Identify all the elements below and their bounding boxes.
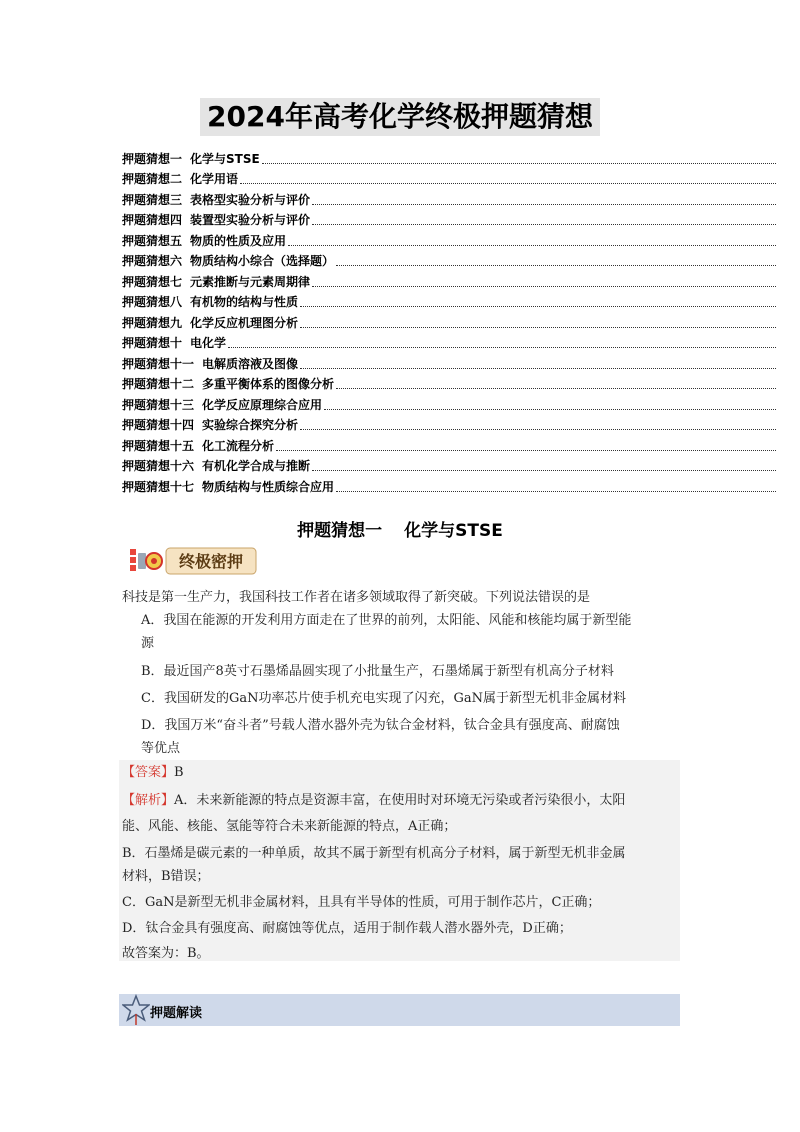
option-d-continuation [141,738,681,759]
toc-item[interactable] [122,187,776,208]
toc-item-number: 押题猜想十七 [122,479,195,494]
final-predict-badge [128,545,258,577]
analysis-line: D．钛合金具有强度高、耐腐蚀等优点，适用于制作载人潜水器外壳，D正确； [122,921,572,936]
toc-item-number: 押题猜想九 [122,315,183,330]
toc-item-number: 押题猜想十六 [122,459,195,473]
toc-item-topic: 化学用语 [190,172,239,186]
option-line: D．我国万米“奋斗者”号载人潜水器外壳为钛合金材料，钛合金具有强度高、耐腐蚀 [141,718,620,733]
interpretation-bar [119,994,680,1026]
toc-item[interactable] [122,269,776,290]
badge-flask-icon [130,549,162,571]
toc-item[interactable] [122,351,776,372]
toc-item-topic: 化学与STSE [190,151,260,166]
toc-item-topic: 物质结构与性质综合应用 [202,479,335,494]
toc-item-topic: 化学反应机理图分析 [190,315,299,330]
analysis-line: 材料，B错误； [122,869,210,884]
toc-item[interactable] [122,249,776,270]
toc-leader-dots [336,264,776,266]
star-icon [122,994,150,1026]
toc-item-topic: 多重平衡体系的图像分析 [202,377,335,391]
toc-item-number: 押题猜想十四 [122,418,195,432]
toc-item-number: 押题猜想十一 [122,356,195,371]
toc-item-topic: 物质的性质及应用 [190,233,287,248]
toc-item-number: 押题猜想一 [122,151,183,166]
option-line: 源 [141,636,155,651]
toc-item[interactable] [122,433,776,454]
toc-item-number: 押题猜想十三 [122,397,195,412]
toc-leader-dots [300,367,776,369]
option-line: B．最近国产8英寸石墨烯晶圆实现了小批量生产，石墨烯属于新型有机高分子材料 [141,664,614,679]
toc-item-number: 押题猜想十二 [122,377,195,391]
option-line: 等优点 [141,741,181,756]
toc-leader-dots [228,346,776,348]
toc-item-topic: 有机化学合成与推断 [202,459,311,473]
analysis-line [122,790,678,811]
toc-item-number: 押题猜想五 [122,233,183,248]
toc-item-topic: 有机物的结构与性质 [190,295,299,309]
toc-leader-dots [288,244,776,246]
section-topic: 化学与STSE [404,521,503,541]
toc-item-number: 押题猜想二 [122,172,183,186]
toc-item-number: 押题猜想十五 [122,438,195,453]
analysis-line: 能、风能、核能、氢能等符合未来新能源的特点，A正确； [122,819,457,834]
toc-item-topic: 化工流程分析 [202,438,275,453]
toc-item[interactable] [122,146,776,167]
table-of-contents [122,146,776,495]
toc-item-topic: 物质结构小综合（选择题） [190,254,335,268]
analysis-text: A．未来新能源的特点是资源丰富，在使用时对环境无污染或者污染很小，太阳 [174,793,626,808]
interpretation-label: 押题解读 [150,1006,203,1021]
toc-item[interactable] [122,413,776,434]
toc-item-number: 押题猜想七 [122,274,183,289]
toc-item-number: 押题猜想八 [122,295,183,309]
toc-item[interactable] [122,474,776,495]
toc-item[interactable] [122,310,776,331]
option-line: A．我国在能源的开发利用方面走在了世界的前列，太阳能、风能和核能均属于新型能 [141,613,632,628]
toc-item[interactable] [122,372,776,393]
toc-item-number: 押题猜想三 [122,192,183,207]
toc-item-number: 押题猜想十 [122,336,183,350]
toc-item-topic: 装置型实验分析与评价 [190,213,311,227]
toc-item[interactable] [122,331,776,352]
toc-leader-dots [300,428,776,430]
analysis-tag: 【解析】 [122,793,175,808]
toc-leader-dots [262,162,776,164]
toc-item[interactable] [122,290,776,311]
option-a [141,610,681,631]
badge-text: 终极密押 [178,552,244,571]
analysis-line: 故答案为：B。 [122,946,210,961]
page-title: 2024年高考化学终极押题猜想 [200,98,600,136]
toc-item-topic: 表格型实验分析与评价 [190,192,311,207]
analysis-line: B．石墨烯是碳元素的一种单质，故其不属于新型有机高分子材料，属于新型无机非金属 [122,846,626,861]
toc-item[interactable] [122,208,776,229]
toc-leader-dots [312,223,776,225]
option-c [141,688,681,709]
analysis-line: C．GaN是新型无机非金属材料，且具有半导体的性质，可用于制作芯片，C正确； [122,895,601,910]
toc-item-topic: 元素推断与元素周期律 [190,274,311,289]
option-a-continuation [141,633,681,654]
toc-item[interactable] [122,167,776,188]
answer-tag: 【答案】 [122,765,175,780]
toc-leader-dots [336,490,776,492]
toc-leader-dots [312,285,776,287]
toc-item-topic: 化学反应原理综合应用 [202,397,323,412]
toc-leader-dots [324,408,776,410]
toc-item-number: 押题猜想六 [122,254,183,268]
toc-item[interactable] [122,454,776,475]
section-number: 押题猜想一 [297,521,383,541]
toc-item-topic: 电解质溶液及图像 [202,356,299,371]
option-d [141,715,681,736]
toc-item[interactable] [122,228,776,249]
option-line: C．我国研发的GaN功率芯片使手机充电实现了闪充，GaN属于新型无机非金属材料 [141,691,626,706]
toc-leader-dots [312,469,776,471]
answer-line [122,762,678,783]
toc-leader-dots [312,203,776,205]
answer-value: B [174,765,184,780]
section-heading [0,516,800,541]
toc-item-number: 押题猜想四 [122,213,183,227]
toc-item[interactable] [122,392,776,413]
toc-leader-dots [300,326,776,328]
toc-item-topic: 实验综合探究分析 [202,418,299,432]
toc-leader-dots [276,449,776,451]
toc-item-topic: 电化学 [190,336,227,350]
question-stem: 科技是第一生产力，我国科技工作者在诸多领域取得了新突破。下列说法错误的是 [122,590,591,605]
toc-leader-dots [336,387,776,389]
toc-leader-dots [300,305,776,307]
toc-leader-dots [240,182,776,184]
option-b [141,661,681,682]
